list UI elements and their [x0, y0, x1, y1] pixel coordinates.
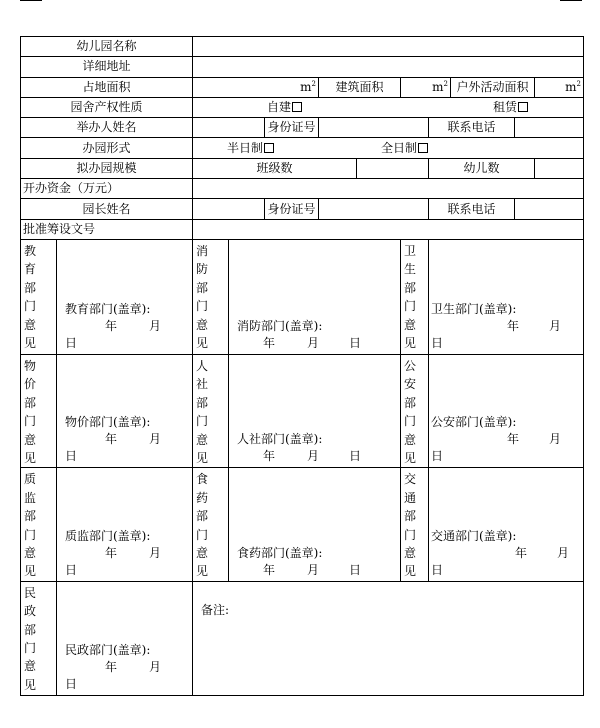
year-label: 年 [105, 432, 118, 447]
vertical-char: 见 [196, 451, 209, 465]
month-label: 月 [307, 562, 320, 577]
year-label: 年 [263, 335, 276, 350]
vertical-char: 见 [196, 564, 209, 579]
field-outdoor-area[interactable] [535, 77, 584, 97]
vertical-char: 见 [24, 677, 37, 692]
year-label: 年 [515, 545, 528, 560]
vertical-char: 门 [404, 527, 417, 542]
dept-label-fire [193, 239, 229, 354]
unit-m: m [432, 79, 444, 94]
checkbox-half-day[interactable] [264, 143, 274, 153]
field-startup-funds[interactable] [193, 179, 584, 199]
vertical-char: 意 [24, 432, 37, 447]
row-planned-scale [21, 158, 584, 178]
checkbox-full-day[interactable] [418, 143, 428, 153]
day-label: 日 [349, 449, 362, 464]
checkbox-self-built[interactable] [292, 102, 302, 112]
day-label: 日 [65, 449, 78, 464]
vertical-char: 通 [404, 490, 417, 505]
vertical-char: 见 [404, 336, 417, 350]
unit-m: m [565, 79, 577, 94]
vertical-char: 意 [196, 432, 209, 447]
field-kindergarten-name[interactable] [193, 37, 584, 57]
vertical-char: 意 [24, 546, 37, 561]
option-self-built[interactable]: 自建 [267, 99, 302, 116]
vertical-char: 见 [196, 336, 209, 350]
vertical-char: 部 [24, 509, 37, 524]
vertical-char: 人 [196, 358, 209, 373]
vertical-char: 安 [404, 377, 417, 392]
opinion-civil-affairs[interactable] [57, 581, 193, 695]
label-address: 详细地址 [21, 57, 193, 77]
sign-food-drug: 食药部门(盖章): [237, 545, 323, 560]
month-label: 月 [557, 545, 570, 560]
label-child-count: 幼儿数 [429, 158, 535, 178]
year-label: 年 [263, 449, 276, 464]
vertical-char: 门 [404, 299, 417, 314]
field-principal-id[interactable] [319, 199, 429, 219]
row-school-form [21, 138, 584, 158]
opinion-police[interactable] [429, 354, 584, 467]
vertical-char: 意 [404, 317, 417, 332]
sign-police: 公安部门(盖章): [431, 415, 517, 430]
field-child-count[interactable] [535, 158, 584, 178]
row-kindergarten-name [21, 37, 584, 57]
opinion-health[interactable] [429, 239, 584, 354]
label-outdoor-area: 户外活动面积 [451, 77, 535, 97]
vertical-char: 门 [404, 414, 417, 429]
vertical-char: 部 [24, 280, 37, 295]
day-label: 日 [431, 335, 444, 350]
vertical-char: 部 [196, 509, 209, 524]
field-principal-name[interactable] [193, 199, 265, 219]
field-building-area[interactable] [401, 77, 451, 97]
vertical-char: 门 [24, 641, 37, 656]
vertical-char: 部 [404, 395, 417, 410]
option-full-day[interactable]: 全日制 [381, 140, 428, 157]
vertical-char: 部 [196, 280, 209, 295]
vertical-char: 政 [24, 604, 37, 619]
field-approval-doc[interactable] [193, 219, 584, 239]
kindergarten-application-form [20, 36, 584, 696]
day-label: 日 [431, 449, 444, 464]
opinion-quality[interactable] [57, 468, 193, 581]
label-approval-doc: 批准筹设文号 [21, 219, 193, 239]
sign-health: 卫生部门(盖章): [431, 301, 517, 316]
opinion-row [21, 239, 584, 354]
vertical-char: 监 [24, 490, 37, 505]
vertical-char: 育 [24, 262, 37, 277]
sign-fire: 消防部门(盖章): [237, 318, 323, 333]
vertical-char: 门 [24, 299, 37, 314]
vertical-char: 质 [24, 472, 37, 487]
month-label: 月 [549, 318, 562, 333]
label-contact-phone: 联系电话 [429, 118, 515, 138]
dept-label-education [21, 239, 57, 354]
vertical-char: 部 [24, 395, 37, 410]
vertical-char: 门 [196, 527, 209, 542]
year-label: 年 [105, 659, 118, 674]
sign-hr: 人社部门(盖章): [237, 432, 323, 447]
opinion-price[interactable] [57, 354, 193, 467]
vertical-char: 民 [24, 585, 37, 600]
day-label: 日 [349, 335, 362, 350]
label-id-number: 身份证号 [265, 199, 319, 219]
year-label: 年 [507, 318, 520, 333]
vertical-char: 价 [24, 377, 37, 392]
day-label: 日 [65, 676, 78, 691]
day-label: 日 [431, 562, 444, 577]
vertical-char: 意 [24, 317, 37, 332]
vertical-char: 药 [196, 490, 209, 505]
corner-mark-left [20, 0, 42, 1]
vertical-char: 意 [196, 317, 209, 332]
month-label: 月 [149, 318, 162, 333]
field-contact-phone[interactable] [515, 118, 584, 138]
remarks-field[interactable] [193, 581, 584, 695]
row-organizer [21, 118, 584, 138]
dept-label-health [401, 239, 429, 354]
unit-m: m [300, 79, 312, 94]
month-label: 月 [549, 432, 562, 447]
vertical-char: 意 [404, 546, 417, 561]
sign-education: 教育部门(盖章): [65, 301, 151, 316]
field-school-form [193, 138, 584, 158]
opinion-food-drug[interactable] [229, 468, 401, 581]
vertical-char: 教 [24, 243, 37, 258]
label-organizer-name: 举办人姓名 [21, 118, 193, 138]
month-label: 月 [149, 659, 162, 674]
field-class-count[interactable] [357, 158, 429, 178]
day-label: 日 [65, 335, 78, 350]
label-land-area: 占地面积 [21, 77, 193, 97]
label-kindergarten-name: 幼儿园名称 [21, 37, 193, 57]
vertical-char: 防 [196, 262, 209, 277]
dept-label-price [21, 354, 57, 467]
vertical-char: 交 [404, 472, 417, 487]
dept-label-quality [21, 468, 57, 581]
label-building-area: 建筑面积 [319, 77, 401, 97]
vertical-char: 公 [404, 358, 417, 373]
field-organizer-name[interactable] [193, 118, 265, 138]
vertical-char: 见 [24, 564, 37, 579]
vertical-char: 门 [24, 527, 37, 542]
year-label: 年 [105, 318, 118, 333]
label-school-form: 办园形式 [21, 138, 193, 158]
opinion-education[interactable] [57, 239, 193, 354]
field-land-area[interactable] [193, 77, 319, 97]
field-property-nature [193, 97, 584, 117]
label-planned-scale: 拟办园规模 [21, 158, 193, 178]
field-address[interactable] [193, 57, 584, 77]
dept-label-police [401, 354, 429, 467]
label-id-number: 身份证号 [265, 118, 319, 138]
opinion-fire[interactable] [229, 239, 401, 354]
row-property-nature [21, 97, 584, 117]
field-principal-phone[interactable] [515, 199, 584, 219]
vertical-char: 见 [24, 336, 37, 350]
unit-sup: 2 [576, 79, 581, 88]
unit-sup: 2 [443, 79, 448, 88]
vertical-char: 部 [196, 395, 209, 410]
label-class-count: 班级数 [193, 158, 357, 178]
vertical-char: 见 [404, 564, 417, 579]
opinion-row [21, 581, 584, 695]
vertical-char: 意 [404, 432, 417, 447]
checkbox-rented[interactable] [518, 102, 528, 112]
dept-label-transport [401, 468, 429, 581]
field-id-number[interactable] [319, 118, 429, 138]
label-contact-phone: 联系电话 [429, 199, 515, 219]
label-property-nature: 园舍产权性质 [21, 97, 193, 117]
sign-price: 物价部门(盖章): [65, 415, 151, 430]
vertical-char: 部 [24, 622, 37, 637]
vertical-char: 意 [196, 546, 209, 561]
unit-sup: 2 [311, 79, 316, 88]
vertical-char: 物 [24, 358, 37, 373]
row-startup-funds [21, 179, 584, 199]
opinion-row [21, 468, 584, 581]
vertical-char: 门 [196, 414, 209, 429]
month-label: 月 [149, 545, 162, 560]
row-principal [21, 199, 584, 219]
vertical-char: 门 [24, 414, 37, 429]
vertical-char: 见 [24, 451, 37, 465]
vertical-char: 社 [196, 377, 209, 392]
dept-label-hr [193, 354, 229, 467]
label-principal-name: 园长姓名 [21, 199, 193, 219]
vertical-char: 门 [196, 299, 209, 314]
opinion-transport[interactable] [429, 468, 584, 581]
month-label: 月 [149, 432, 162, 447]
month-label: 月 [307, 335, 320, 350]
vertical-char: 见 [404, 451, 417, 465]
vertical-char: 部 [404, 509, 417, 524]
year-label: 年 [105, 545, 118, 560]
option-rented[interactable]: 租赁 [493, 99, 528, 116]
dept-label-civil-affairs [21, 581, 57, 695]
vertical-char: 卫 [404, 243, 417, 258]
remarks-label: 备注: [201, 602, 230, 617]
day-label: 日 [349, 562, 362, 577]
row-areas [21, 77, 584, 97]
year-label: 年 [263, 562, 276, 577]
sign-civil-affairs: 民政部门(盖章): [65, 642, 151, 657]
vertical-char: 生 [404, 262, 417, 277]
vertical-char: 意 [24, 659, 37, 674]
opinion-hr[interactable] [229, 354, 401, 467]
month-label: 月 [307, 449, 320, 464]
vertical-char: 食 [196, 472, 209, 487]
vertical-char: 消 [196, 243, 209, 258]
label-startup-funds: 开办资金（万元） [21, 179, 193, 199]
vertical-char: 部 [404, 280, 417, 295]
sign-transport: 交通部门(盖章): [431, 528, 517, 543]
row-address [21, 57, 584, 77]
opinion-row [21, 354, 584, 467]
corner-mark-right [560, 0, 582, 1]
row-approval-doc [21, 219, 584, 239]
dept-label-food-drug [193, 468, 229, 581]
day-label: 日 [65, 562, 78, 577]
option-half-day[interactable]: 半日制 [227, 140, 274, 157]
sign-quality: 质监部门(盖章): [65, 528, 151, 543]
year-label: 年 [507, 432, 520, 447]
